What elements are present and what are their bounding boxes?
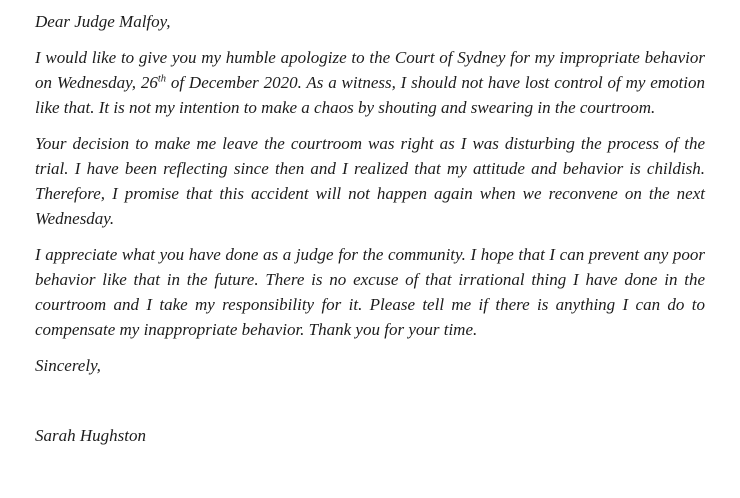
signature-name: Sarah Hughston: [35, 426, 146, 445]
paragraph-1-text-before-date-suffix: I would like to give you my humble apologize to the Court of Sydney for my impropriate behavior on Wednesday, 26: [35, 48, 705, 92]
salutation: Dear Judge Malfoy,: [35, 12, 171, 31]
body-paragraph-3: I appreciate what you have done as a judge for the community. I hope that I can prevent any poor behavior like that in the future. There is no excuse of that irrational thing I have done in the courtroom and I take my responsibility for it. Please tell me if there is anything I can do to compensate my inappropriate behavior. Thank you for your time.: [35, 245, 705, 339]
body-paragraph-2: Your decision to make me leave the courtroom was right as I was disturbing the process of the trial. I have been reflecting since then and I realized that my attitude and behavior is childish. Therefore, I promise that this accident will not happen again when we reconvene on the next Wednesday.: [35, 134, 705, 228]
date-ordinal-superscript: th: [157, 73, 167, 85]
paragraph-1-text-after-date-suffix: of December 2020. As a witness, I should not have lost control of my emotion like that. It is not my intention to make a chaos by shouting and swearing in the courtroom.: [35, 73, 705, 117]
closing: Sincerely,: [35, 356, 101, 375]
body-paragraph-1: [35, 45, 705, 120]
